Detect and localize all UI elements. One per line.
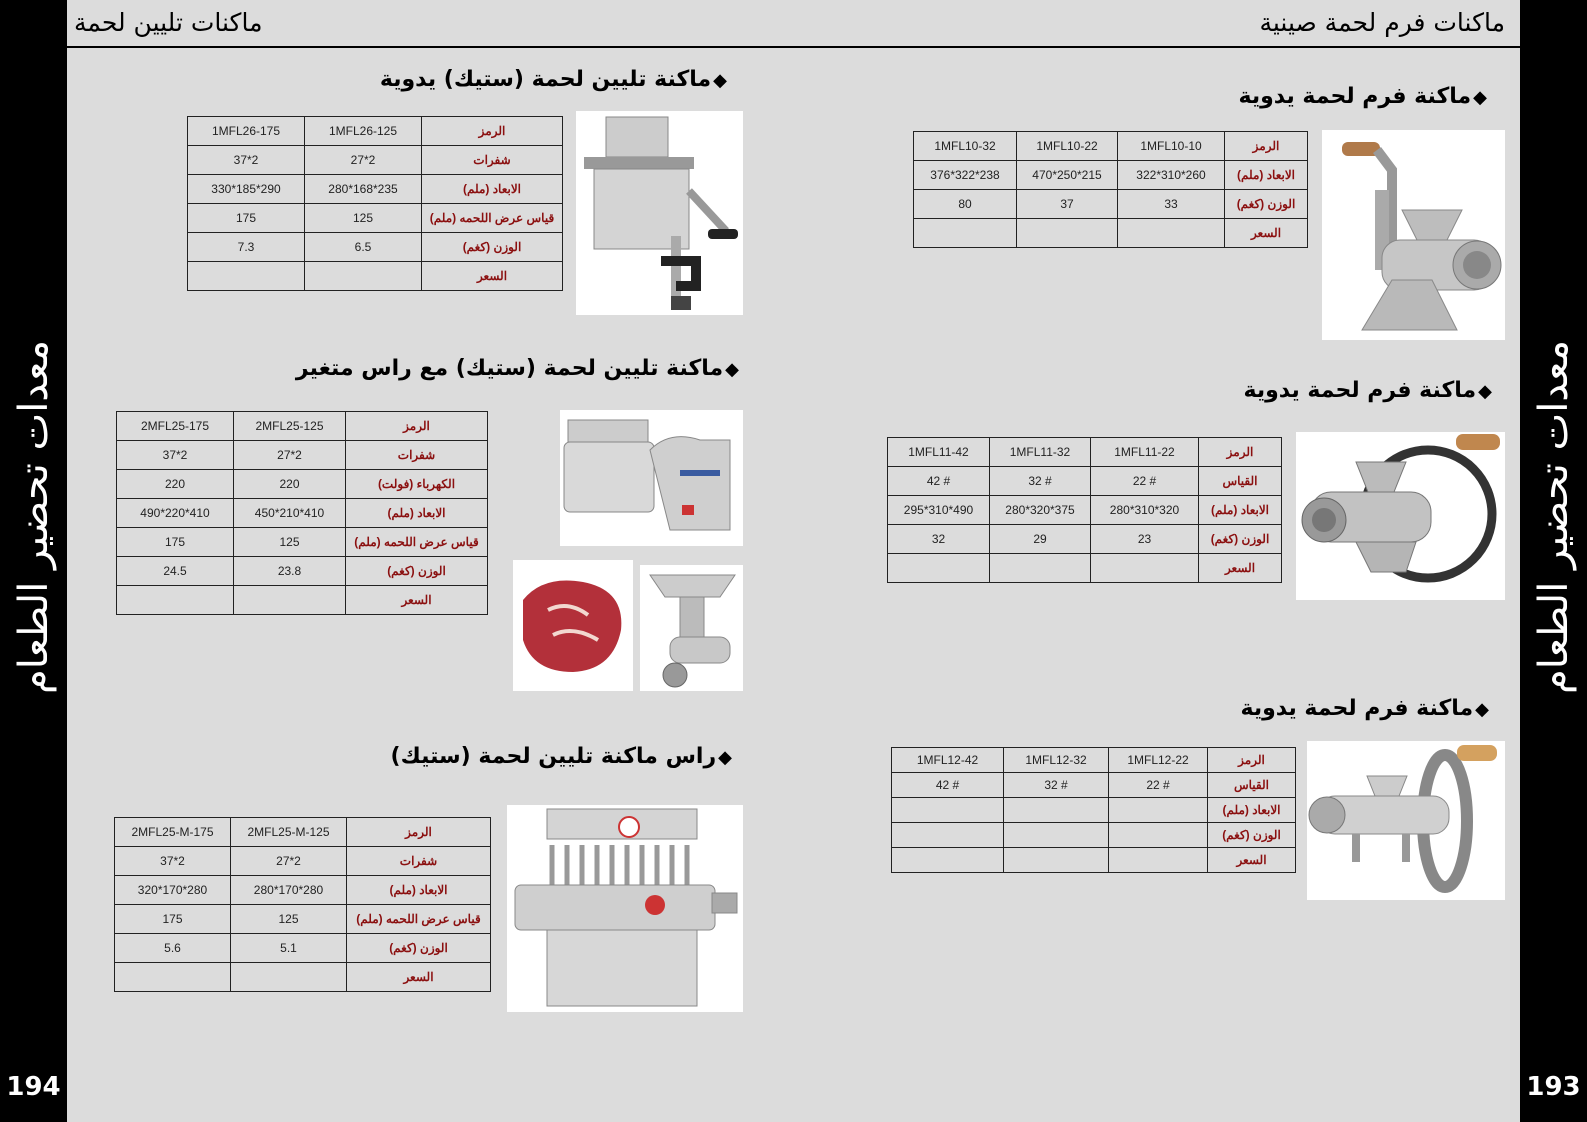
table-cell: 23 xyxy=(1091,525,1199,554)
table-row xyxy=(892,798,1296,823)
table-cell: 22 # xyxy=(1091,467,1199,496)
table-row xyxy=(115,963,491,992)
table-cell xyxy=(188,262,305,291)
table-cell: 1MFL10-32 xyxy=(914,132,1017,161)
table-row xyxy=(117,412,488,441)
table-cell: 175 xyxy=(115,905,231,934)
table-cell: 1MFL26-175 xyxy=(188,117,305,146)
row-label: الوزن (كغم) xyxy=(422,233,563,262)
left-page-number: 194 xyxy=(6,1072,61,1102)
table-cell: 330*185*290 xyxy=(188,175,305,204)
row-label: السعر xyxy=(347,963,491,992)
table-cell xyxy=(888,554,990,583)
table-row xyxy=(892,823,1296,848)
row-label: السعر xyxy=(422,262,563,291)
table-row xyxy=(115,934,491,963)
table-cell: 1MFL12-32 xyxy=(1004,748,1109,773)
table-cell xyxy=(1109,848,1208,873)
table-cell xyxy=(990,554,1091,583)
row-label: الوزن (كغم) xyxy=(347,934,491,963)
table-row xyxy=(188,233,563,262)
table-cell: 2MFL25-125 xyxy=(234,412,346,441)
tender3-spec-table xyxy=(114,817,491,992)
table-cell xyxy=(1004,848,1109,873)
table-row xyxy=(188,175,563,204)
table-row xyxy=(115,876,491,905)
table-cell: 23.8 xyxy=(234,557,346,586)
table-cell: 33 xyxy=(1118,190,1225,219)
table-cell xyxy=(1109,798,1208,823)
table-cell: 32 # xyxy=(1004,773,1109,798)
table-cell: 22 # xyxy=(1109,773,1208,798)
row-label: السعر xyxy=(1208,848,1296,873)
left-side-bar xyxy=(0,0,67,1122)
right-page-header: ماكنات فرم لحمة صينية xyxy=(1259,8,1505,37)
table-cell: 2MFL25-M-125 xyxy=(231,818,347,847)
table-cell: 29 xyxy=(990,525,1091,554)
table-cell xyxy=(234,586,346,615)
bullet-icon: ◆ xyxy=(713,70,727,91)
row-label: الوزن (كغم) xyxy=(1225,190,1308,219)
table-cell: 42 # xyxy=(888,467,990,496)
header-rule xyxy=(67,46,1520,48)
row-label: الرمز xyxy=(346,412,488,441)
table-cell: 1MFL12-42 xyxy=(892,748,1004,773)
bullet-icon: ◆ xyxy=(1478,381,1492,402)
left-page-header: ماكنات تليين لحمة xyxy=(74,8,263,37)
table-cell: 1MFL12-22 xyxy=(1109,748,1208,773)
row-label: الرمز xyxy=(347,818,491,847)
table-cell: 470*250*215 xyxy=(1017,161,1118,190)
table-cell: 27*2 xyxy=(231,847,347,876)
grinder3-title: ◆ماكنة فرم لحمة يدوية xyxy=(1240,696,1489,721)
row-label: الابعاد (ملم) xyxy=(1225,161,1308,190)
row-label: الوزن (كغم) xyxy=(1199,525,1282,554)
table-row xyxy=(888,467,1282,496)
table-cell: 376*322*238 xyxy=(914,161,1017,190)
grinder3-spec-table xyxy=(891,747,1296,873)
row-label: قياس عرض اللحمه (ملم) xyxy=(347,905,491,934)
right-page-number: 193 xyxy=(1526,1072,1581,1102)
row-label: الرمز xyxy=(1199,438,1282,467)
grinder1-photo xyxy=(1322,130,1505,340)
table-cell: 1MFL11-22 xyxy=(1091,438,1199,467)
row-label: الوزن (كغم) xyxy=(346,557,488,586)
table-cell xyxy=(1017,219,1118,248)
row-label: القياس xyxy=(1199,467,1282,496)
row-label: الابعاد (ملم) xyxy=(1199,496,1282,525)
left-side-title: معدات تحضير الطعام xyxy=(10,339,57,695)
table-cell: 5.1 xyxy=(231,934,347,963)
table-row xyxy=(115,818,491,847)
row-label: السعر xyxy=(346,586,488,615)
table-row xyxy=(188,204,563,233)
row-label: قياس عرض اللحمه (ملم) xyxy=(422,204,563,233)
table-row xyxy=(117,441,488,470)
right-side-bar xyxy=(1520,0,1587,1122)
table-cell xyxy=(1118,219,1225,248)
table-cell: 280*320*375 xyxy=(990,496,1091,525)
bullet-icon: ◆ xyxy=(718,747,732,768)
row-label: الابعاد (ملم) xyxy=(346,499,488,528)
grinder1-title: ◆ماكنة فرم لحمة يدوية xyxy=(1238,84,1487,109)
bullet-icon: ◆ xyxy=(725,359,739,380)
table-cell xyxy=(231,963,347,992)
table-cell: 32 # xyxy=(990,467,1091,496)
row-label: الابعاد (ملم) xyxy=(422,175,563,204)
tender3-title: ◆راس ماكنة تليين لحمة (ستيك) xyxy=(390,744,732,769)
head-attachment-photo xyxy=(640,565,743,691)
row-label: الرمز xyxy=(422,117,563,146)
table-row xyxy=(117,499,488,528)
table-row xyxy=(914,190,1308,219)
tender1-spec-table xyxy=(187,116,563,291)
table-row xyxy=(117,586,488,615)
table-row xyxy=(117,557,488,586)
table-cell: 125 xyxy=(234,528,346,557)
table-cell: 220 xyxy=(117,470,234,499)
table-cell xyxy=(1004,798,1109,823)
table-row xyxy=(888,496,1282,525)
row-label: القياس xyxy=(1208,773,1296,798)
table-cell xyxy=(892,823,1004,848)
table-cell: 175 xyxy=(117,528,234,557)
table-cell: 175 xyxy=(188,204,305,233)
table-row xyxy=(914,161,1308,190)
table-row xyxy=(188,146,563,175)
table-cell: 1MFL11-42 xyxy=(888,438,990,467)
grinder2-photo xyxy=(1296,432,1505,600)
table-cell: 322*310*260 xyxy=(1118,161,1225,190)
table-row xyxy=(188,262,563,291)
table-cell xyxy=(1091,554,1199,583)
tender2-photo xyxy=(560,410,743,546)
grinder3-photo xyxy=(1307,741,1505,900)
table-cell: 2MFL25-175 xyxy=(117,412,234,441)
table-cell xyxy=(892,848,1004,873)
right-side-title: معدات تحضير الطعام xyxy=(1530,339,1577,695)
table-cell: 42 # xyxy=(892,773,1004,798)
table-cell: 220 xyxy=(234,470,346,499)
table-cell xyxy=(305,262,422,291)
table-row xyxy=(892,773,1296,798)
table-cell: 125 xyxy=(231,905,347,934)
row-label: شفرات xyxy=(346,441,488,470)
table-cell: 37*2 xyxy=(188,146,305,175)
table-row xyxy=(888,554,1282,583)
tender1-title: ◆ماكنة تليين لحمة (ستيك) يدوية xyxy=(379,67,727,92)
table-cell: 37*2 xyxy=(117,441,234,470)
table-cell: 6.5 xyxy=(305,233,422,262)
tender2-title: ◆ماكنة تليين لحمة (ستيك) مع راس متغير xyxy=(295,356,739,381)
table-row xyxy=(892,848,1296,873)
table-cell xyxy=(1004,823,1109,848)
table-cell: 280*170*280 xyxy=(231,876,347,905)
table-cell: 295*310*490 xyxy=(888,496,990,525)
table-cell: 7.3 xyxy=(188,233,305,262)
table-row xyxy=(117,470,488,499)
table-cell: 490*220*410 xyxy=(117,499,234,528)
bullet-icon: ◆ xyxy=(1475,699,1489,720)
grinder2-spec-table xyxy=(887,437,1282,583)
table-cell: 1MFL11-32 xyxy=(990,438,1091,467)
table-cell: 280*310*320 xyxy=(1091,496,1199,525)
row-label: السعر xyxy=(1225,219,1308,248)
table-cell: 125 xyxy=(305,204,422,233)
table-cell: 24.5 xyxy=(117,557,234,586)
table-cell: 1MFL10-22 xyxy=(1017,132,1118,161)
table-cell xyxy=(115,963,231,992)
table-cell: 450*210*410 xyxy=(234,499,346,528)
table-row xyxy=(888,438,1282,467)
tender3-photo xyxy=(507,805,743,1012)
table-row xyxy=(914,219,1308,248)
tender2-spec-table xyxy=(116,411,488,615)
row-label: شفرات xyxy=(347,847,491,876)
table-cell: 1MFL10-10 xyxy=(1118,132,1225,161)
table-row xyxy=(115,847,491,876)
table-cell xyxy=(117,586,234,615)
table-cell: 27*2 xyxy=(234,441,346,470)
row-label: الرمز xyxy=(1208,748,1296,773)
bullet-icon: ◆ xyxy=(1473,87,1487,108)
table-cell: 27*2 xyxy=(305,146,422,175)
table-row xyxy=(188,117,563,146)
grinder1-spec-table xyxy=(913,131,1308,248)
table-cell xyxy=(1109,823,1208,848)
row-label: الابعاد (ملم) xyxy=(347,876,491,905)
table-cell xyxy=(914,219,1017,248)
table-cell: 37 xyxy=(1017,190,1118,219)
table-cell xyxy=(892,798,1004,823)
row-label: قياس عرض اللحمه (ملم) xyxy=(346,528,488,557)
row-label: الكهرباء (فولت) xyxy=(346,470,488,499)
tender1-photo xyxy=(576,111,743,315)
table-cell: 280*168*235 xyxy=(305,175,422,204)
row-label: الوزن (كغم) xyxy=(1208,823,1296,848)
table-cell: 80 xyxy=(914,190,1017,219)
table-row xyxy=(914,132,1308,161)
row-label: السعر xyxy=(1199,554,1282,583)
grinder2-title: ◆ماكنة فرم لحمة يدوية xyxy=(1243,378,1492,403)
table-cell: 32 xyxy=(888,525,990,554)
table-cell: 37*2 xyxy=(115,847,231,876)
table-cell: 2MFL25-M-175 xyxy=(115,818,231,847)
table-row xyxy=(888,525,1282,554)
table-row xyxy=(117,528,488,557)
row-label: شفرات xyxy=(422,146,563,175)
table-row xyxy=(892,748,1296,773)
table-cell: 1MFL26-125 xyxy=(305,117,422,146)
row-label: الابعاد (ملم) xyxy=(1208,798,1296,823)
row-label: الرمز xyxy=(1225,132,1308,161)
table-row xyxy=(115,905,491,934)
steak-photo xyxy=(513,560,633,691)
table-cell: 320*170*280 xyxy=(115,876,231,905)
table-cell: 5.6 xyxy=(115,934,231,963)
